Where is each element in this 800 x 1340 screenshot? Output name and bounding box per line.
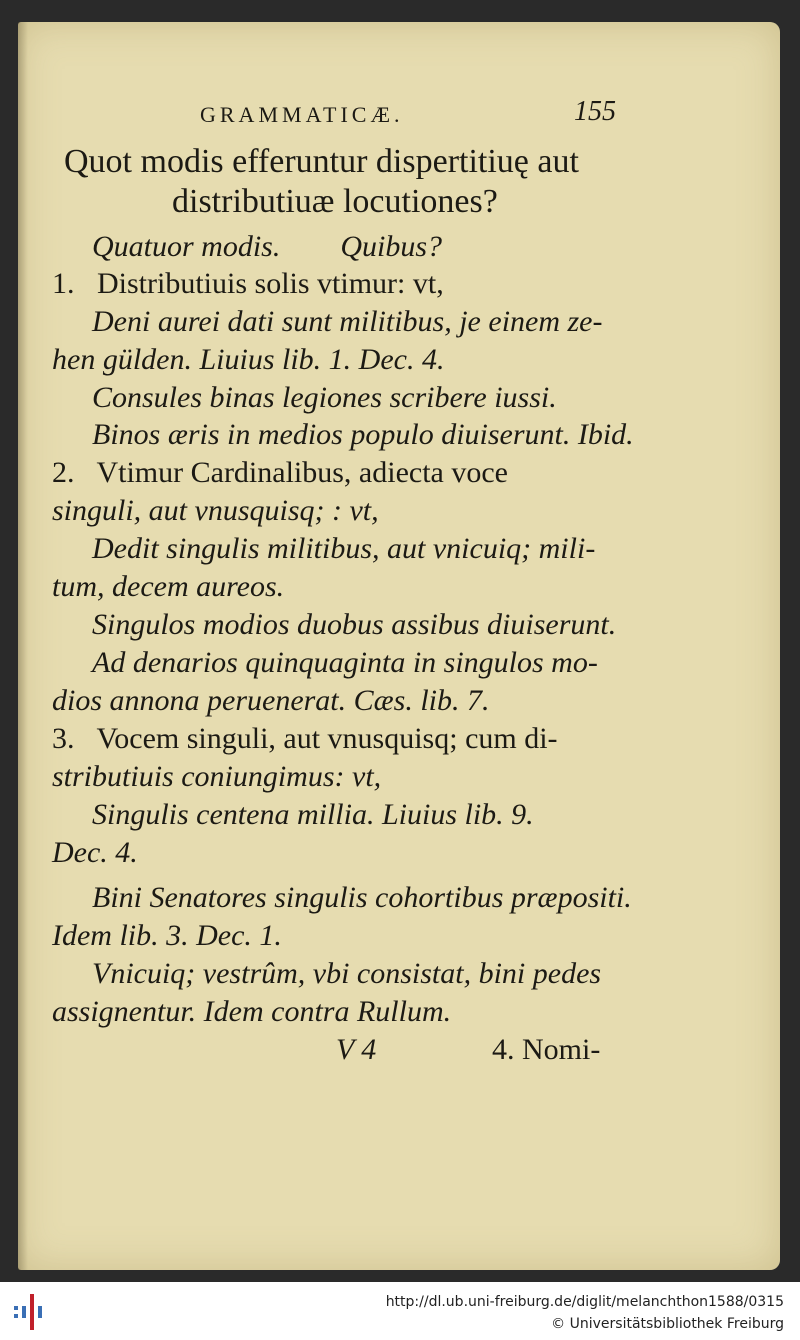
text-line: Quatuor modis. Quibus? [92,230,443,263]
text-line: Deni aurei dati sunt militibus, je einem ze- [92,305,603,338]
footer-bar [0,1282,800,1340]
text-line: Vnicuiq; vestrûm, vbi consistat, bini pedes [92,957,602,990]
text-line: Bini Senatores singulis cohortibus præpositi. [92,881,632,914]
text-line: Singulos modios duobus assibus diuiserunt. [92,608,617,641]
text-line: 1. Distributiuis solis vtimur: vt, [52,267,444,300]
title-line-2: distributiuæ locutiones? [172,183,498,220]
permalink-url[interactable]: http://dl.ub.uni-freiburg.de/diglit/melanchthon1588/0315 [385,1294,784,1310]
text-line: Dec. 4. [52,836,138,869]
page-number: 155 [574,96,616,127]
text-line: dios annona peruenerat. Cæs. lib. 7. [52,684,490,717]
text-line: assignentur. Idem contra Rullum. [52,995,452,1028]
text-line: 3. Vocem singuli, aut vnusquisq; cum di- [52,722,558,755]
signature-mark: V 4 [336,1033,377,1066]
library-logo-icon [12,1292,50,1332]
text-line: tum, decem aureos. [52,570,285,603]
copyright-text: © Universitätsbibliothek Freiburg [551,1316,784,1332]
title-line-1: Quot modis efferuntur dispertitiuę aut [64,143,579,180]
running-head: GRAMMATICÆ. [200,102,404,127]
text-line: Binos æris in medios populo diuiserunt. Ibid. [92,418,634,451]
text-line: Idem lib. 3. Dec. 1. [52,919,282,952]
text-line: Singulis centena millia. Liuius lib. 9. [92,798,534,831]
text-line: Consules binas legiones scribere iussi. [92,381,557,414]
text-line: singuli, aut vnusquisq; : vt, [52,494,379,527]
text-line: stributiuis coniungimus: vt, [52,760,382,793]
text-line: Ad denarios quinquaginta in singulos mo- [92,646,598,679]
text-line: hen gülden. Liuius lib. 1. Dec. 4. [52,343,445,376]
text-line: Dedit singulis militibus, aut vnicuiq; mili- [92,532,596,565]
catchword: 4. Nomi- [492,1033,601,1066]
text-line: 2. Vtimur Cardinalibus, adiecta voce [52,456,508,489]
